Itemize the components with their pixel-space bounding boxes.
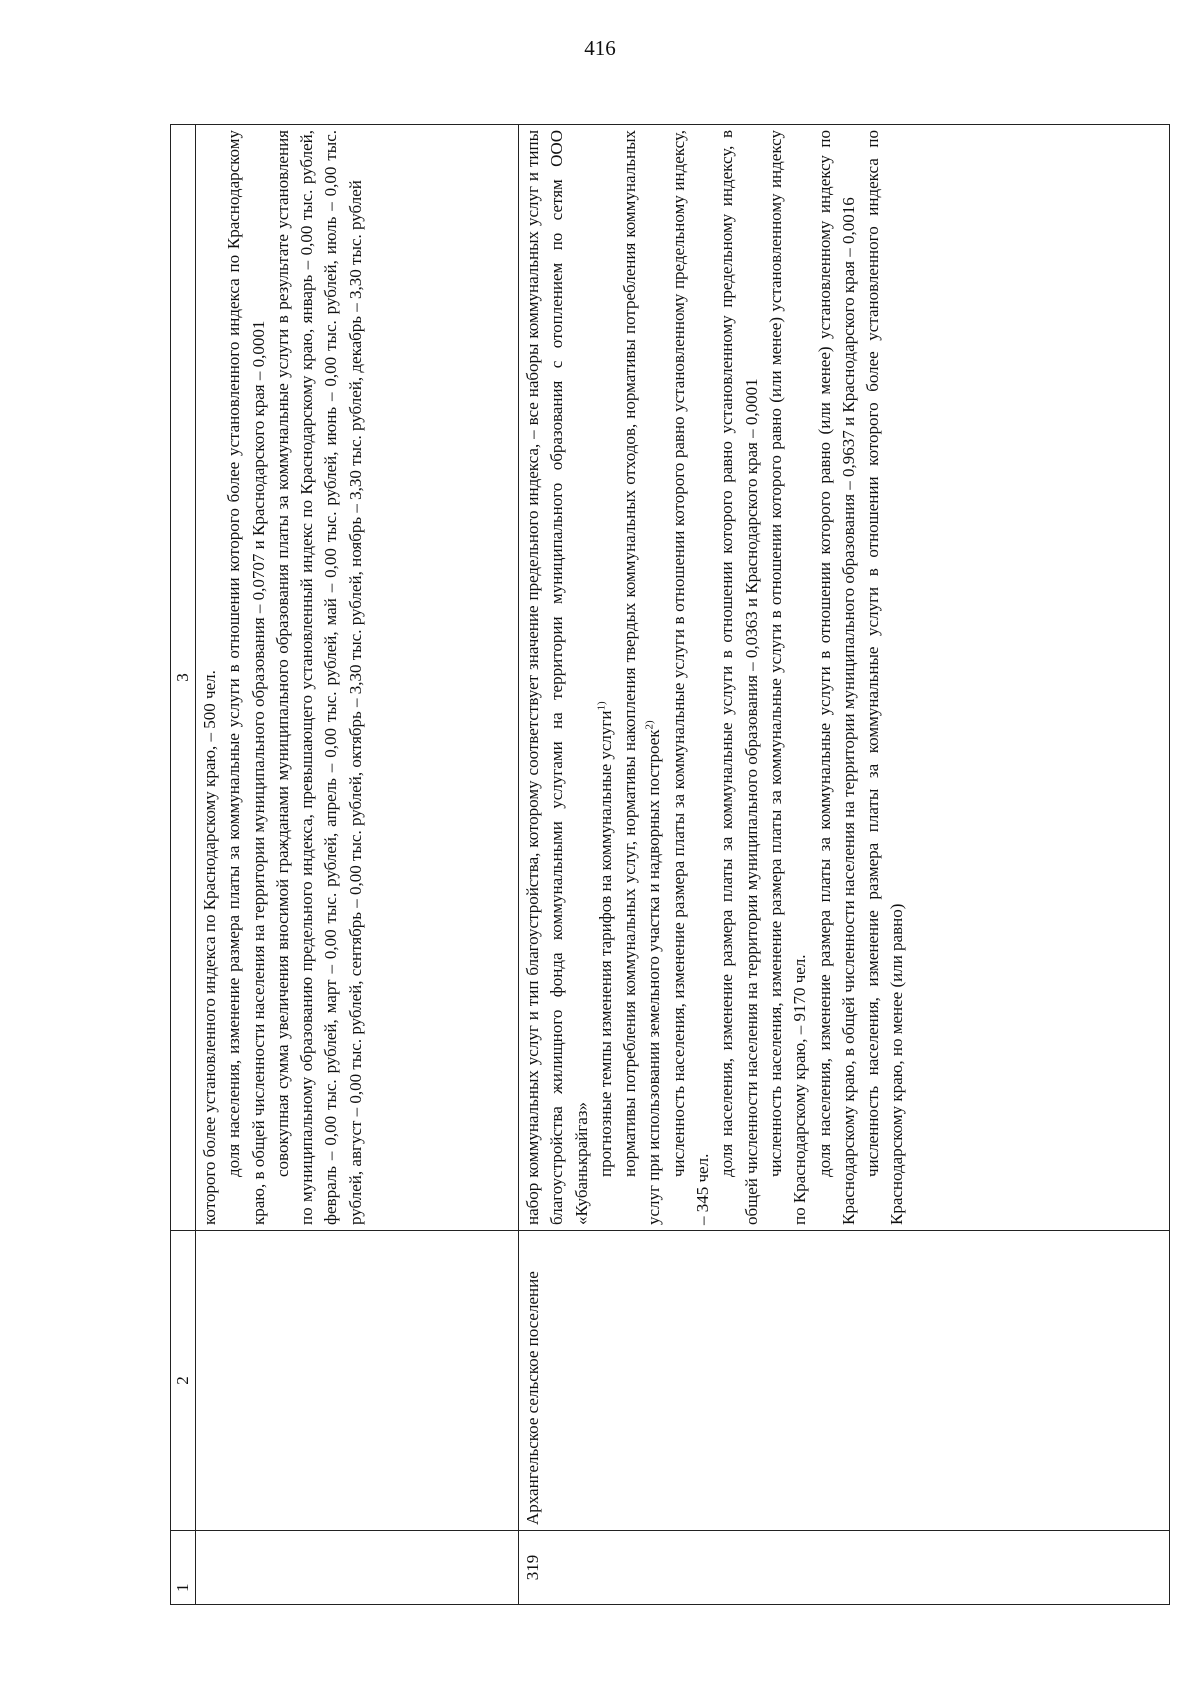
paragraph: набор коммунальных услуг и тип благоустройства, которому соответствует значение предельного индекса, – все наборы коммунальных услуг и типы благоустройства жилищного фонда коммунальными услугами на территории муниципального образования с отоплением по сетям ООО «Кубанькрайгаз»: [523, 130, 591, 1225]
cell-description: [196, 125, 519, 1231]
cell-name-empty: [196, 1231, 519, 1531]
footnote-mark: 1): [595, 701, 608, 711]
paragraph: [618, 130, 667, 1225]
rotated-table-frame: [170, 125, 1170, 1605]
paragraph: численность населения, изменение размера платы за коммунальные услуги в отношении которого равно (или менее) установленному индексу по Краснодарскому краю, – 9170 чел.: [765, 130, 810, 1225]
table-row-319: [519, 125, 1170, 1605]
cell-number-empty: [196, 1531, 519, 1605]
paragraph-text: нормативы потребления коммунальных услуг, нормативы накопления твердых коммунальных отходов, нормативы потребления коммунальных услуг при использовании земельного участка и надворных построек: [620, 130, 664, 1225]
paragraph: [594, 130, 618, 1225]
paragraph: доля населения, изменение размера платы за коммунальные услуги в отношении которого равно (или менее) установленному индексу по Краснодарскому краю, в общей численности населения на территории муниципального образования – 0,9637 и Краснодарского края – 0,0016: [814, 130, 858, 1225]
header-col-1: 1: [171, 1531, 196, 1605]
table-row-continued: [196, 125, 519, 1605]
header-col-2: 2: [171, 1231, 196, 1531]
paragraph: численность населения, изменение размера платы за коммунальные услуги в отношении которого более установленного индекса по Краснодарскому краю, но менее (или равно): [863, 130, 907, 1225]
paragraph: которого более установленного индекса по Краснодарскому краю, – 500 чел.: [200, 670, 219, 1225]
paragraph: доля населения, изменение размера платы за коммунальные услуги в отношении которого более установленного индекса по Краснодарскому краю, в общей численности населения на территории муниципального образования – 0,0707 и Краснодарского края – 0,0001: [224, 130, 268, 1225]
header-row: [171, 125, 196, 1605]
cell-description: [519, 125, 1170, 1231]
municipality-name: Архангельское сельское поселение: [519, 1231, 1170, 1531]
paragraph: численность населения, изменение размера платы за коммунальные услуги в отношении которого равно установленному предельному индексу, – 345 чел.: [668, 130, 713, 1225]
paragraph-text: прогнозные темпы изменения тарифов на коммунальные услуги: [595, 710, 615, 1177]
footnote-mark: 2): [643, 720, 656, 730]
row-number: 319: [519, 1531, 1170, 1605]
header-col-3: 3: [171, 125, 196, 1231]
paragraph: доля населения, изменение размера платы за коммунальные услуги в отношении которого равно установленному предельному индексу, в общей численности населения на территории муниципального образования – 0,0363 и Краснодарского края – 0,0001: [717, 130, 761, 1225]
paragraph: совокупная сумма увеличения вносимой гражданами муниципального образования платы за коммунальные услуги в результате установления по муниципальному образованию предельного индекса, превышающего установленный индекс по Краснодарскому краю, январь – 0,00 тыс. рублей, февраль – 0,00 тыс. рублей, март – 0,00 тыс. рублей, апрель – 0,00 тыс. рублей, май – 0,00 тыс. рублей, июнь – 0,00 тыс. рублей, июль – 0,00 тыс. рублей, август – 0,00 тыс. рублей, сентябрь – 0,00 тыс. рублей, октябрь – 3,30 тыс. рублей, ноябрь – 3,30 тыс. рублей, декабрь – 3,30 тыс. рублей: [272, 130, 365, 1225]
page-number: 416: [584, 36, 616, 60]
tariff-table: [170, 124, 1170, 1605]
rotated-table: [170, 125, 1170, 1605]
